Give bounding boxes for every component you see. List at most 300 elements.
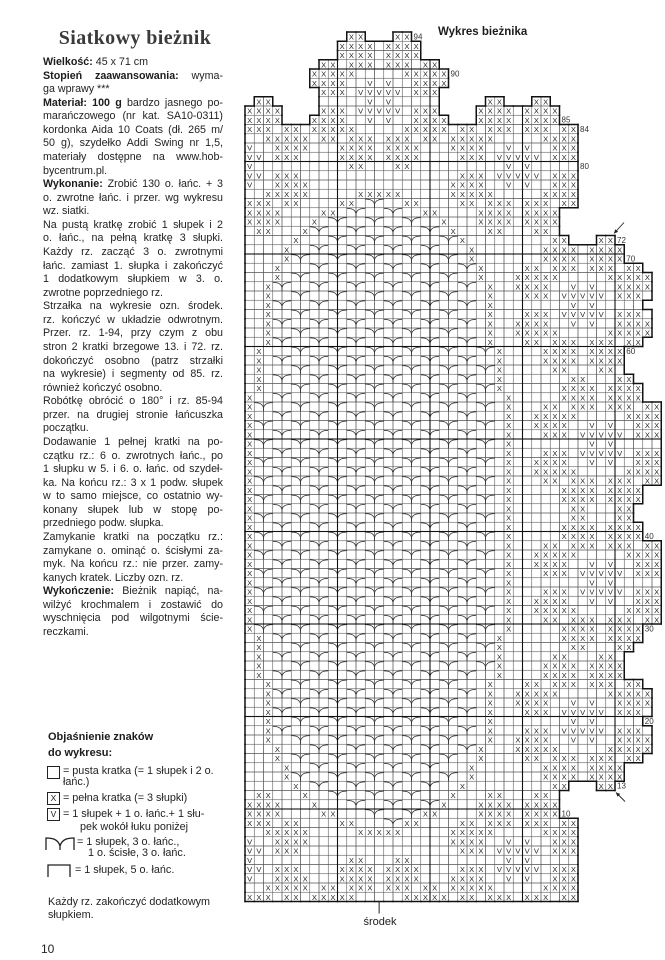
grid-cell: [245, 282, 254, 291]
stitch-x: X: [561, 569, 567, 579]
grid-cell: [273, 291, 282, 300]
stitch-x: X: [589, 670, 595, 680]
stitch-x: X: [543, 226, 549, 236]
stitch-x: X: [459, 143, 465, 153]
grid-cell: [393, 892, 402, 901]
grid-cell: [606, 513, 615, 522]
grid-cell: [291, 226, 300, 235]
grid-cell: [532, 439, 541, 448]
grid-cell: [587, 513, 596, 522]
stitch-x: X: [385, 189, 391, 199]
line-text: początku.: [43, 422, 89, 435]
grid-cell: [430, 476, 439, 485]
grid-cell: [310, 698, 319, 707]
grid-cell: [254, 698, 263, 707]
stitch-x: X: [607, 273, 613, 283]
grid-cell: [375, 689, 384, 698]
grid-cell: [476, 698, 485, 707]
grid-cell: [476, 855, 485, 864]
grid-cell: [421, 495, 430, 504]
grid-cell: [301, 152, 310, 161]
stitch-x: X: [506, 550, 512, 560]
grid-cell: [439, 633, 448, 642]
grid-cell: [513, 513, 522, 522]
stitch-v: V: [367, 78, 373, 88]
stitch-x: X: [626, 643, 632, 653]
grid-cell: [393, 495, 402, 504]
stitch-x: X: [265, 226, 271, 236]
stitch-x: X: [247, 532, 253, 542]
stitch-x: X: [626, 337, 632, 347]
grid-cell: [421, 569, 430, 578]
grid-cell: [375, 282, 384, 291]
grid-cell: [421, 837, 430, 846]
grid-cell: [347, 828, 356, 837]
stitch-x: X: [496, 365, 502, 375]
grid-cell: [550, 707, 559, 716]
grid-cell: [467, 781, 476, 790]
stitch-x: X: [256, 208, 262, 218]
stitch-x: X: [635, 522, 641, 532]
grid-cell: [365, 319, 374, 328]
stitch-x: X: [570, 661, 576, 671]
stitch-x: X: [487, 226, 493, 236]
stitch-v: V: [607, 587, 613, 597]
stitch-x: X: [626, 273, 632, 283]
grid-cell: [523, 495, 532, 504]
grid-cell: [624, 448, 633, 457]
stitch-x: X: [533, 125, 539, 135]
stitch-x: X: [635, 384, 641, 394]
grid-cell: [273, 550, 282, 559]
grid-cell: [458, 661, 467, 670]
grid-cell: [356, 698, 365, 707]
grid-cell: [513, 670, 522, 679]
grid-cell: [587, 643, 596, 652]
grid-cell: [532, 763, 541, 772]
grid-cell: [578, 467, 587, 476]
stitch-x: X: [506, 569, 512, 579]
grid-cell: [347, 365, 356, 374]
grid-cell: [504, 319, 513, 328]
grid-cell: [338, 337, 347, 346]
grid-cell: [532, 883, 541, 892]
grid-cell: [467, 754, 476, 763]
grid-cell: [301, 448, 310, 457]
grid-cell: [384, 310, 393, 319]
grid-cell: [495, 319, 504, 328]
stitch-x: X: [570, 245, 576, 255]
legend-subheading: do wykresu:: [48, 747, 113, 759]
stitch-x: X: [524, 282, 530, 292]
grid-cell: [310, 458, 319, 467]
grid-cell: [597, 476, 606, 485]
grid-cell: [430, 421, 439, 430]
grid-cell: [264, 504, 273, 513]
stitch-x: X: [358, 134, 364, 144]
grid-cell: [356, 199, 365, 208]
grid-cell: [310, 365, 319, 374]
legend-item-text: = 1 słupek, 3 o. łańc.,: [77, 836, 180, 848]
grid-cell: [245, 643, 254, 652]
grid-cell: [319, 698, 328, 707]
grid-cell: [421, 217, 430, 226]
grid-cell: [254, 522, 263, 531]
grid-cell: [421, 587, 430, 596]
grid-cell: [504, 791, 513, 800]
stitch-x: X: [561, 199, 567, 209]
grid-cell: [356, 680, 365, 689]
grid-cell: [439, 485, 448, 494]
stitch-x: X: [533, 291, 539, 301]
stitch-x: X: [256, 217, 262, 227]
grid-cell: [356, 495, 365, 504]
grid-cell: [458, 763, 467, 772]
grid-cell: [587, 689, 596, 698]
grid-cell: [541, 365, 550, 374]
grid-cell: [615, 717, 624, 726]
grid-cell: [458, 772, 467, 781]
line-text: reczkami.: [43, 625, 89, 638]
grid-cell: [523, 458, 532, 467]
grid-cell: [245, 717, 254, 726]
grid-cell: [264, 448, 273, 457]
grid-cell: [319, 865, 328, 874]
grid-cell: [264, 874, 273, 883]
stitch-x: X: [580, 541, 586, 551]
line-text: wyschnięcia pod wilgotnymi ście-: [43, 612, 223, 625]
grid-cell: [560, 300, 569, 309]
grid-cell: [365, 430, 374, 439]
grid-cell: [449, 245, 458, 254]
grid-cell: [439, 134, 448, 143]
stitch-x: X: [524, 726, 530, 736]
grid-cell: [578, 772, 587, 781]
stitch-x: X: [552, 467, 558, 477]
grid-cell: [541, 171, 550, 180]
stitch-x: X: [607, 254, 613, 264]
grid-cell: [310, 606, 319, 615]
field-label: Wielkość:: [43, 56, 93, 68]
line-text: wilżyć krochmalem i zostawić do: [43, 598, 223, 611]
grid-cell: [254, 310, 263, 319]
grid-cell: [319, 384, 328, 393]
stitch-x: X: [552, 661, 558, 671]
grid-cell: [393, 754, 402, 763]
grid-cell: [254, 245, 263, 254]
grid-cell: [264, 855, 273, 864]
grid-cell: [402, 171, 411, 180]
grid-cell: [476, 781, 485, 790]
grid-cell: [291, 744, 300, 753]
grid-cell: [347, 458, 356, 467]
grid-cell: [578, 356, 587, 365]
grid-cell: [504, 384, 513, 393]
stitch-x: X: [348, 199, 354, 209]
stitch-x: X: [450, 180, 456, 190]
grid-cell: [384, 846, 393, 855]
grid-cell: [634, 615, 643, 624]
grid-cell: [264, 384, 273, 393]
grid-cell: [587, 273, 596, 282]
grid-cell: [282, 476, 291, 485]
stitch-x: X: [626, 485, 632, 495]
stitch-x: X: [626, 633, 632, 643]
grid-cell: [513, 541, 522, 550]
grid-cell: [245, 356, 254, 365]
stitch-x: X: [247, 559, 253, 569]
grid-cell: [384, 236, 393, 245]
grid-cell: [513, 439, 522, 448]
grid-cell: [384, 125, 393, 134]
grid-cell: [347, 97, 356, 106]
stitch-x: X: [284, 171, 290, 181]
grid-cell: [597, 615, 606, 624]
legend-item-text: = 1 słupek, 5 o. łańc.: [75, 864, 175, 876]
grid-cell: [532, 624, 541, 633]
stitch-x: X: [441, 78, 447, 88]
stitch-x: X: [533, 328, 539, 338]
grid-cell: [338, 615, 347, 624]
grid-cell: [384, 837, 393, 846]
stitch-x: X: [543, 448, 549, 458]
stitch-v: V: [247, 162, 253, 172]
grid-cell: [449, 541, 458, 550]
grid-cell: [291, 263, 300, 272]
grid-cell: [504, 300, 513, 309]
grid-cell: [356, 661, 365, 670]
stitch-x: X: [607, 522, 613, 532]
grid-cell: [476, 522, 485, 531]
grid-cell: [430, 846, 439, 855]
stitch-x: X: [570, 680, 576, 690]
grid-cell: [375, 430, 384, 439]
stitch-x: X: [635, 726, 641, 736]
stitch-x: X: [247, 439, 253, 449]
stitch-x: X: [302, 189, 308, 199]
grid-cell: [495, 874, 504, 883]
grid-cell: [375, 633, 384, 642]
grid-cell: [375, 763, 384, 772]
grid-cell: [328, 874, 337, 883]
grid-cell: [412, 60, 421, 69]
stitch-x: X: [506, 458, 512, 468]
stitch-x: X: [543, 707, 549, 717]
stitch-x: X: [348, 143, 354, 153]
grid-cell: [301, 744, 310, 753]
stitch-x: X: [284, 152, 290, 162]
grid-cell: [458, 273, 467, 282]
stitch-v: V: [358, 106, 364, 116]
grid-cell: [615, 458, 624, 467]
grid-cell: [560, 578, 569, 587]
grid-cell: [597, 421, 606, 430]
grid-cell: [439, 670, 448, 679]
grid-cell: [273, 421, 282, 430]
grid-cell: [347, 754, 356, 763]
grid-cell: [310, 152, 319, 161]
stitch-x: X: [524, 735, 530, 745]
stitch-v: V: [570, 707, 576, 717]
grid-cell: [550, 374, 559, 383]
stitch-v: V: [589, 421, 595, 431]
grid-cell: [495, 300, 504, 309]
grid-cell: [245, 365, 254, 374]
grid-cell: [523, 522, 532, 531]
grid-cell: [532, 717, 541, 726]
grid-cell: [421, 476, 430, 485]
grid-cell: [384, 171, 393, 180]
stitch-x: X: [580, 633, 586, 643]
stitch-x: X: [543, 97, 549, 107]
grid-cell: [430, 874, 439, 883]
grid-cell: [606, 291, 615, 300]
stitch-x: X: [524, 698, 530, 708]
grid-cell: [245, 781, 254, 790]
grid-cell: [523, 476, 532, 485]
grid-cell: [550, 624, 559, 633]
grid-cell: [282, 162, 291, 171]
stitch-x: X: [644, 541, 650, 551]
grid-cell: [412, 263, 421, 272]
grid-cell: [402, 726, 411, 735]
stitch-x: X: [413, 125, 419, 135]
stitch-x: X: [570, 263, 576, 273]
grid-cell: [264, 615, 273, 624]
grid-cell: [513, 476, 522, 485]
grid-cell: [254, 689, 263, 698]
grid-cell: [532, 652, 541, 661]
grid-cell: [282, 439, 291, 448]
grid-cell: [541, 522, 550, 531]
grid-cell: [254, 282, 263, 291]
grid-cell: [458, 569, 467, 578]
stitch-x: X: [580, 384, 586, 394]
stitch-x: X: [284, 180, 290, 190]
grid-cell: [532, 356, 541, 365]
grid-cell: [264, 152, 273, 161]
grid-cell: [375, 41, 384, 50]
grid-cell: [495, 707, 504, 716]
grid-cell: [282, 550, 291, 559]
stitch-x: X: [413, 69, 419, 79]
grid-cell: [495, 680, 504, 689]
stitch-x: X: [265, 689, 271, 699]
grid-cell: [597, 541, 606, 550]
stitch-x: X: [552, 337, 558, 347]
grid-cell: [449, 522, 458, 531]
grid-cell: [319, 680, 328, 689]
grid-cell: [282, 809, 291, 818]
grid-cell: [643, 707, 652, 716]
legend-item-text: pek wokół łuku poniżej: [80, 821, 189, 833]
grid-cell: [486, 763, 495, 772]
stitch-x: X: [469, 189, 475, 199]
grid-cell: [504, 282, 513, 291]
grid-cell: [504, 273, 513, 282]
grid-cell: [513, 781, 522, 790]
stitch-x: X: [570, 199, 576, 209]
grid-cell: [310, 162, 319, 171]
stitch-x: X: [635, 689, 641, 699]
grid-cell: [449, 263, 458, 272]
grid-cell: [328, 282, 337, 291]
grid-cell: [273, 125, 282, 134]
grid-cell: [421, 772, 430, 781]
grid-cell: [319, 162, 328, 171]
grid-cell: [301, 236, 310, 245]
grid-cell: [486, 485, 495, 494]
grid-cell: [421, 236, 430, 245]
stitch-x: X: [358, 32, 364, 42]
grid-cell: [365, 726, 374, 735]
grid-cell: [458, 587, 467, 596]
grid-cell: [412, 744, 421, 753]
stitch-x: X: [422, 69, 428, 79]
stitch-x: X: [589, 522, 595, 532]
grid-cell: [449, 411, 458, 420]
grid-cell: [393, 402, 402, 411]
grid-cell: [412, 97, 421, 106]
grid-cell: [504, 754, 513, 763]
stitch-x: X: [570, 125, 576, 135]
stitch-x: X: [607, 245, 613, 255]
grid-cell: [328, 763, 337, 772]
stitch-x: X: [533, 421, 539, 431]
stitch-x: X: [552, 171, 558, 181]
grid-cell: [449, 726, 458, 735]
grid-cell: [310, 874, 319, 883]
grid-cell: [513, 337, 522, 346]
grid-cell: [523, 513, 532, 522]
grid-cell: [486, 273, 495, 282]
grid-cell: [319, 495, 328, 504]
grid-cell: [365, 467, 374, 476]
grid-cell: [301, 171, 310, 180]
grid-cell: [532, 365, 541, 374]
stitch-x: X: [570, 171, 576, 181]
stitch-x: X: [626, 384, 632, 394]
grid-cell: [301, 300, 310, 309]
grid-cell: [291, 791, 300, 800]
grid-cell: [347, 532, 356, 541]
grid-cell: [393, 365, 402, 374]
grid-cell: [513, 809, 522, 818]
grid-cell: [282, 236, 291, 245]
grid-cell: [384, 643, 393, 652]
grid-cell: [513, 291, 522, 300]
grid-cell: [310, 569, 319, 578]
stitch-x: X: [515, 698, 521, 708]
stitch-x: X: [404, 143, 410, 153]
grid-cell: [384, 735, 393, 744]
grid-cell: [301, 809, 310, 818]
grid-cell: [449, 846, 458, 855]
stitch-x: X: [247, 208, 253, 218]
grid-cell: [328, 800, 337, 809]
grid-cell: [375, 171, 384, 180]
stitch-x: X: [265, 134, 271, 144]
stitch-x: X: [515, 735, 521, 745]
stitch-x: X: [654, 541, 660, 551]
grid-cell: [597, 273, 606, 282]
stitch-x: X: [552, 670, 558, 680]
grid-cell: [495, 726, 504, 735]
grid-cell: [476, 504, 485, 513]
grid-cell: [264, 374, 273, 383]
grid-cell: [467, 439, 476, 448]
grid-cell: [449, 633, 458, 642]
